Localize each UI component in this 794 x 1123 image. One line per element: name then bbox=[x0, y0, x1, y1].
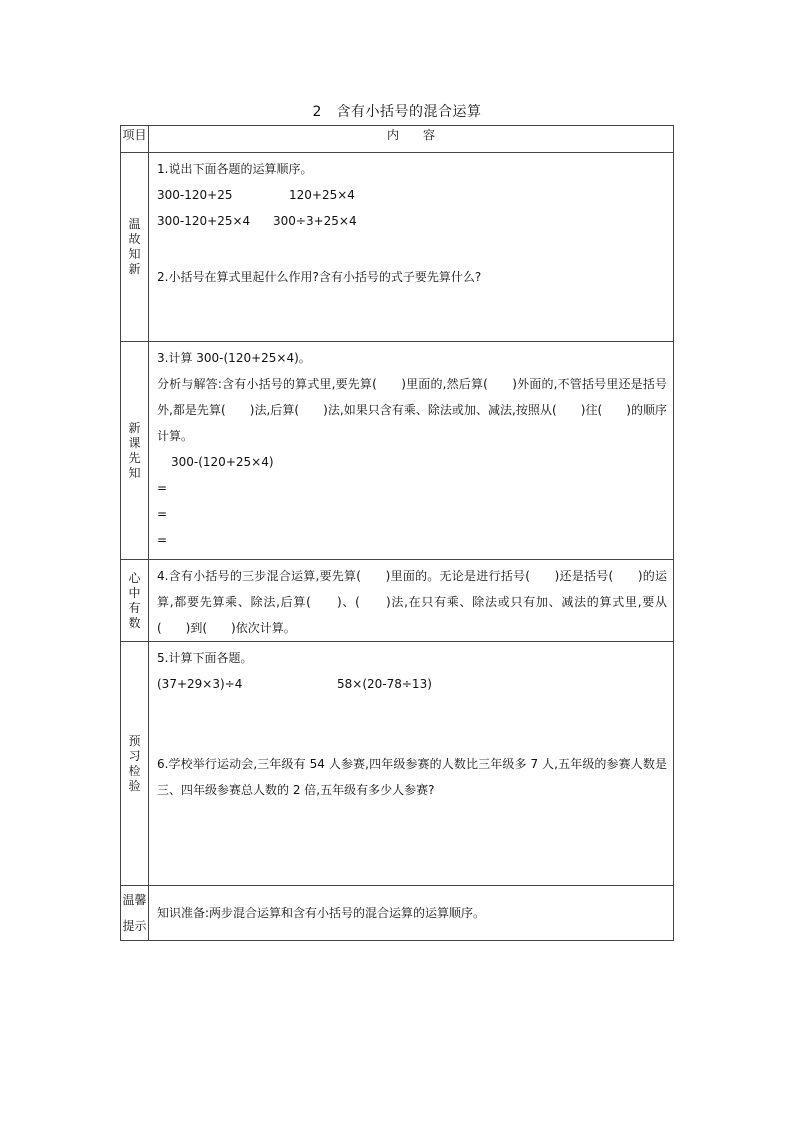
header-project: 项目 bbox=[121, 126, 149, 153]
section-content-review bbox=[149, 153, 674, 342]
expression-2a: 300-120+25×4 bbox=[157, 214, 251, 228]
equals-line-1: = bbox=[157, 481, 168, 495]
expression-row-1 bbox=[157, 182, 667, 208]
page-title: 2 含有小括号的混合运算 bbox=[312, 104, 482, 120]
question-5: 5.计算下面各题。 bbox=[157, 651, 253, 665]
question-2: 2.小括号在算式里起什么作用?含有小括号的式子要先算什么? bbox=[157, 270, 482, 284]
analysis-text: 分析与解答:含有小括号的算式里,要先算( )里面的,然后算( )外面的,不管括号里还是括号外,都是先算( )法,后算( )法,如果只含有乘、除法或加、减法,按照从( )往( )的顺序计算。 bbox=[157, 377, 667, 443]
section-label-preview: 预 习 检 验 bbox=[121, 642, 149, 886]
expression-1a: 300-120+25 bbox=[157, 188, 233, 202]
summary-text: 4.含有小括号的三步混合运算,要先算( )里面的。无论是进行括号( )还是括号( )的运算,都要先算乘、除法,后算( )、( )法,在只有乘、除法或只有加、减法的算式里,要从( )到( )依次计算。 bbox=[157, 569, 667, 635]
section-content-preview bbox=[149, 642, 674, 886]
section-content-new-lesson bbox=[149, 342, 674, 560]
question-3: 3.计算 300-(120+25×4)。 bbox=[157, 351, 311, 365]
section-content-tips bbox=[149, 886, 674, 941]
section-content-summary bbox=[149, 560, 674, 642]
worksheet-table bbox=[120, 125, 674, 941]
section-label-new-lesson: 新 课 先 知 bbox=[121, 342, 149, 560]
exercise-2: 58×(20-78÷13) bbox=[337, 677, 432, 691]
section-new-lesson bbox=[121, 342, 674, 560]
section-label-tips: 温馨 提示 bbox=[121, 886, 149, 941]
expression-row-2 bbox=[157, 208, 667, 234]
header-content: 内 容 bbox=[149, 126, 674, 153]
question-6: 6.学校举行运动会,三年级有 54 人参赛,四年级参赛的人数比三年级多 7 人,五年级的参赛人数是三、四年级参赛总人数的 2 倍,五年级有多少人参赛? bbox=[157, 757, 667, 797]
section-summary bbox=[121, 560, 674, 642]
section-preview bbox=[121, 642, 674, 886]
equals-line-2: = bbox=[157, 507, 168, 521]
expression-2b: 300÷3+25×4 bbox=[273, 214, 357, 228]
equals-line-3: = bbox=[157, 533, 168, 547]
table-header-row bbox=[121, 126, 674, 153]
section-tips bbox=[121, 886, 674, 941]
exercise-1: (37+29×3)÷4 bbox=[157, 677, 243, 691]
section-label-review: 温 故 知 新 bbox=[121, 153, 149, 342]
exercise-row bbox=[157, 671, 667, 697]
expression-1b: 120+25×4 bbox=[289, 188, 355, 202]
section-label-summary: 心 中 有 数 bbox=[121, 560, 149, 642]
section-review bbox=[121, 153, 674, 342]
question-1: 1.说出下面各题的运算顺序。 bbox=[157, 162, 313, 176]
worked-expression: 300-(120+25×4) bbox=[171, 455, 274, 469]
tips-text: 知识准备:两步混合运算和含有小括号的混合运算的运算顺序。 bbox=[157, 906, 486, 920]
